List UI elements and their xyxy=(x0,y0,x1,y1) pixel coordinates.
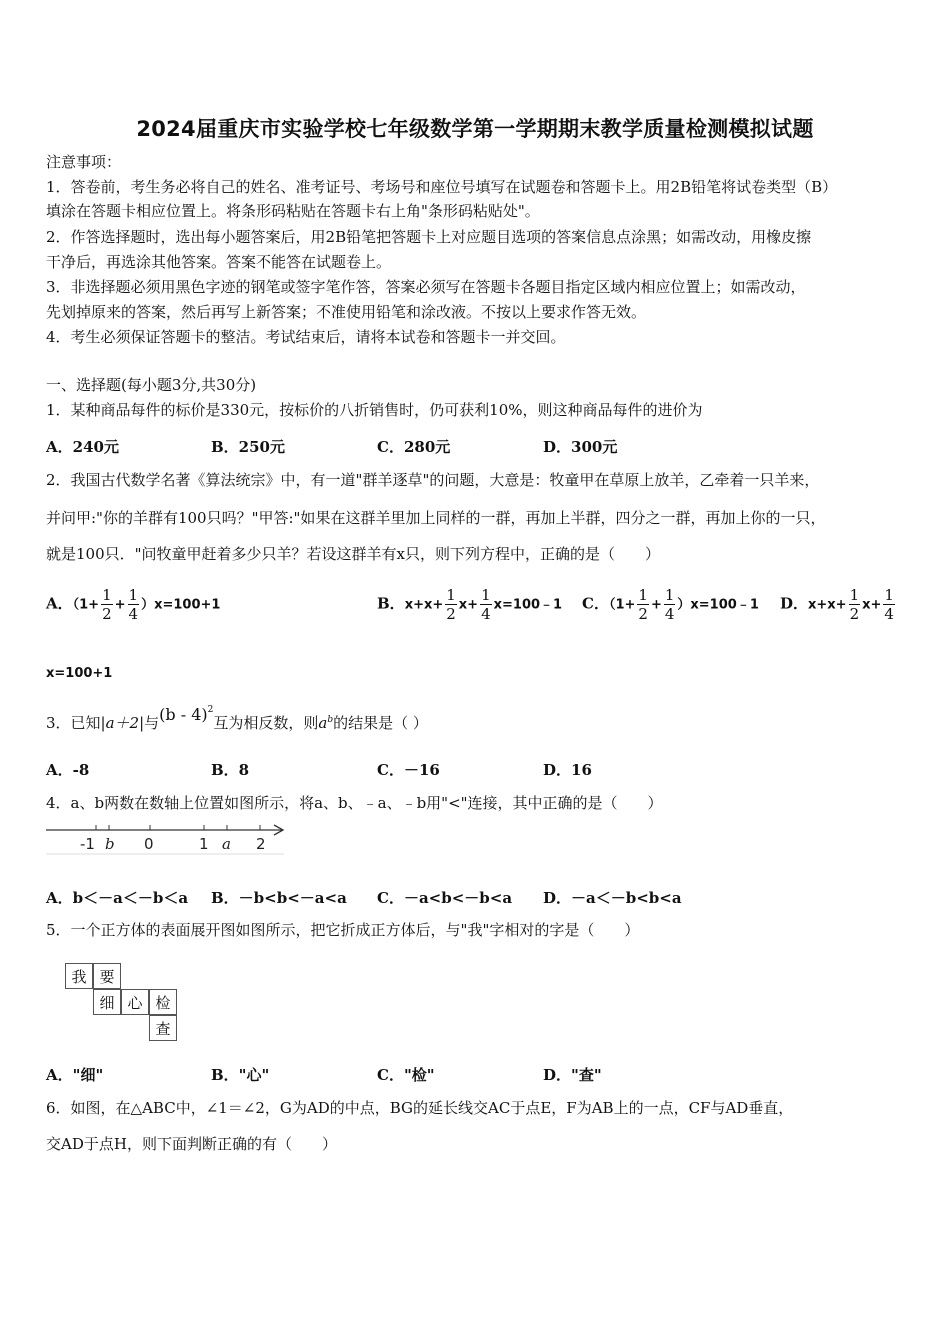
q3-option-a: A．-8 xyxy=(46,761,90,779)
notice-line: 2．作答选择题时，选出每小题答案后，用2B铅笔把答题卡上对应题目选项的答案信息点涂黑；如需改动，用橡皮擦 xyxy=(46,228,812,246)
net-cell: 心 xyxy=(121,989,149,1015)
q4-option-a: A．b＜－a＜－b＜a xyxy=(46,889,189,907)
q5-option-b: B．"心" xyxy=(211,1066,270,1084)
question-2-line: 2．我国古代数学名著《算法统宗》中，有一道"群羊逐草"的问题，大意是：牧童甲在草原上放羊，乙牵着一只羊来， xyxy=(46,471,820,489)
notice-line: 干净后，再选涂其他答案。答案不能答在试题卷上。 xyxy=(46,253,392,271)
q2-option-d-continued: x=100+1 xyxy=(46,666,113,681)
fraction-half: $\frac{1}{2}$ xyxy=(102,586,112,623)
question-1: 1．某种商品每件的标价是330元，按标价的八折销售时，仍可获利10%，则这种商品每件的进价为 xyxy=(46,401,703,419)
net-cell: 要 xyxy=(93,963,121,989)
q5-option-d: D．"查" xyxy=(543,1066,602,1084)
notice-line: 1．答卷前，考生务必将自己的姓名、准考证号、考场号和座位号填写在试题卷和答题卡上。用2B铅笔将试卷类型（B） xyxy=(46,178,838,196)
question-5: 5．一个正方体的表面展开图如图所示，把它折成正方体后，与"我"字相对的字是（ ） xyxy=(46,921,640,939)
page-title: 2024届重庆市实验学校七年级数学第一学期期末教学质量检测模拟试题 xyxy=(136,117,814,141)
q2-option-b: B．x+x+ $\frac{1}{2}$ x+ $\frac{1}{4}$ x=100﹣1 xyxy=(377,586,563,623)
label-b: b xyxy=(105,835,115,853)
net-cell: 我 xyxy=(65,963,93,989)
q3-option-c: C．－16 xyxy=(377,761,440,779)
question-2-line: 就是100只．"问牧童甲赶着多少只羊？若设这群羊有x只，则下列方程中，正确的是（ ） xyxy=(46,545,660,563)
q1-option-a: A．240元 xyxy=(46,438,119,456)
q4-option-b: B．－b<b<－a<a xyxy=(211,889,347,907)
notice-line: 3．非选择题必须用黑色字迹的钢笔或签字笔作答，答案必须写在答题卡各题目指定区域内相应位置上；如需改动， xyxy=(46,278,806,296)
q5-option-c: C．"检" xyxy=(377,1066,435,1084)
fraction-quarter: $\frac{1}{4}$ xyxy=(481,586,491,623)
label-zero: 0 xyxy=(144,835,154,853)
notice-line: 先划掉原来的答案，然后再写上新答案；不准使用铅笔和涂改液。不按以上要求作答无效。 xyxy=(46,303,647,321)
notice-line: 4．考生必须保证答题卡的整洁。考试结束后，请将本试卷和答题卡一并交回。 xyxy=(46,328,566,346)
label-one: 1 xyxy=(199,835,209,853)
label-minus-one: -1 xyxy=(80,835,95,853)
net-cell: 细 xyxy=(93,989,121,1015)
fraction-half: $\frac{1}{2}$ xyxy=(849,586,860,623)
q2-option-c: C．（1+ $\frac{1}{2}$ + $\frac{1}{4}$ ）x=100﹣1 xyxy=(582,586,759,623)
q2-option-d: D．x+x+ $\frac{1}{2}$ x+ $\frac{1}{4}$ xyxy=(780,586,894,623)
notice-line: 填涂在答题卡相应位置上。将条形码粘贴在答题卡右上角"条形码粘贴处"。 xyxy=(46,202,540,220)
number-line-figure xyxy=(44,820,289,858)
q3-option-d: D．16 xyxy=(543,761,592,779)
q1-option-c: C．280元 xyxy=(377,438,451,456)
question-3: 3．已知|a＋2|与(b - 4)$^2$互为相反数，则$a^b$的结果是（ ） xyxy=(46,705,428,732)
q1-option-b: B．250元 xyxy=(211,438,285,456)
question-6-line: 6．如图，在△ABC中，∠1＝∠2，G为AD的中点，BG的延长线交AC于点E，F为AB上的一点，CF与AD垂直， xyxy=(46,1099,794,1117)
question-6-line: 交AD于点H，则下面判断正确的有（ ） xyxy=(46,1135,337,1153)
q2-option-a: A．（1+ $\frac{1}{2}$ + $\frac{1}{4}$ ）x=100+1 xyxy=(46,586,221,623)
section-heading: 一、选择题(每小题3分,共30分) xyxy=(46,376,257,394)
fraction-quarter: $\frac{1}{4}$ xyxy=(128,586,139,623)
fraction-half: $\frac{1}{2}$ xyxy=(638,586,648,623)
q1-option-d: D．300元 xyxy=(543,438,618,456)
fraction-half: $\frac{1}{2}$ xyxy=(446,586,456,623)
fraction-quarter: $\frac{1}{4}$ xyxy=(884,586,894,623)
net-cell: 查 xyxy=(149,1015,177,1041)
net-cell: 检 xyxy=(149,989,177,1015)
q5-option-a: A．"细" xyxy=(46,1066,104,1084)
question-2-line: 并问甲:"你的羊群有100只吗？"甲答:"如果在这群羊里加上同样的一群，再加上半群，四分之一群，再加上你的一只， xyxy=(46,509,826,527)
q4-option-d: D．－a＜－b<b<a xyxy=(543,889,682,907)
q4-option-c: C．－a<b<－b<a xyxy=(377,889,513,907)
fraction-quarter: $\frac{1}{4}$ xyxy=(664,586,675,623)
notice-heading: 注意事项： xyxy=(46,153,122,171)
question-4: 4．a、b两数在数轴上位置如图所示，将a、b、﹣a、﹣b用"<"连接，其中正确的是（ ） xyxy=(46,794,663,812)
label-a: a xyxy=(222,835,231,853)
label-two: 2 xyxy=(256,835,266,853)
q3-option-b: B．8 xyxy=(211,761,250,779)
